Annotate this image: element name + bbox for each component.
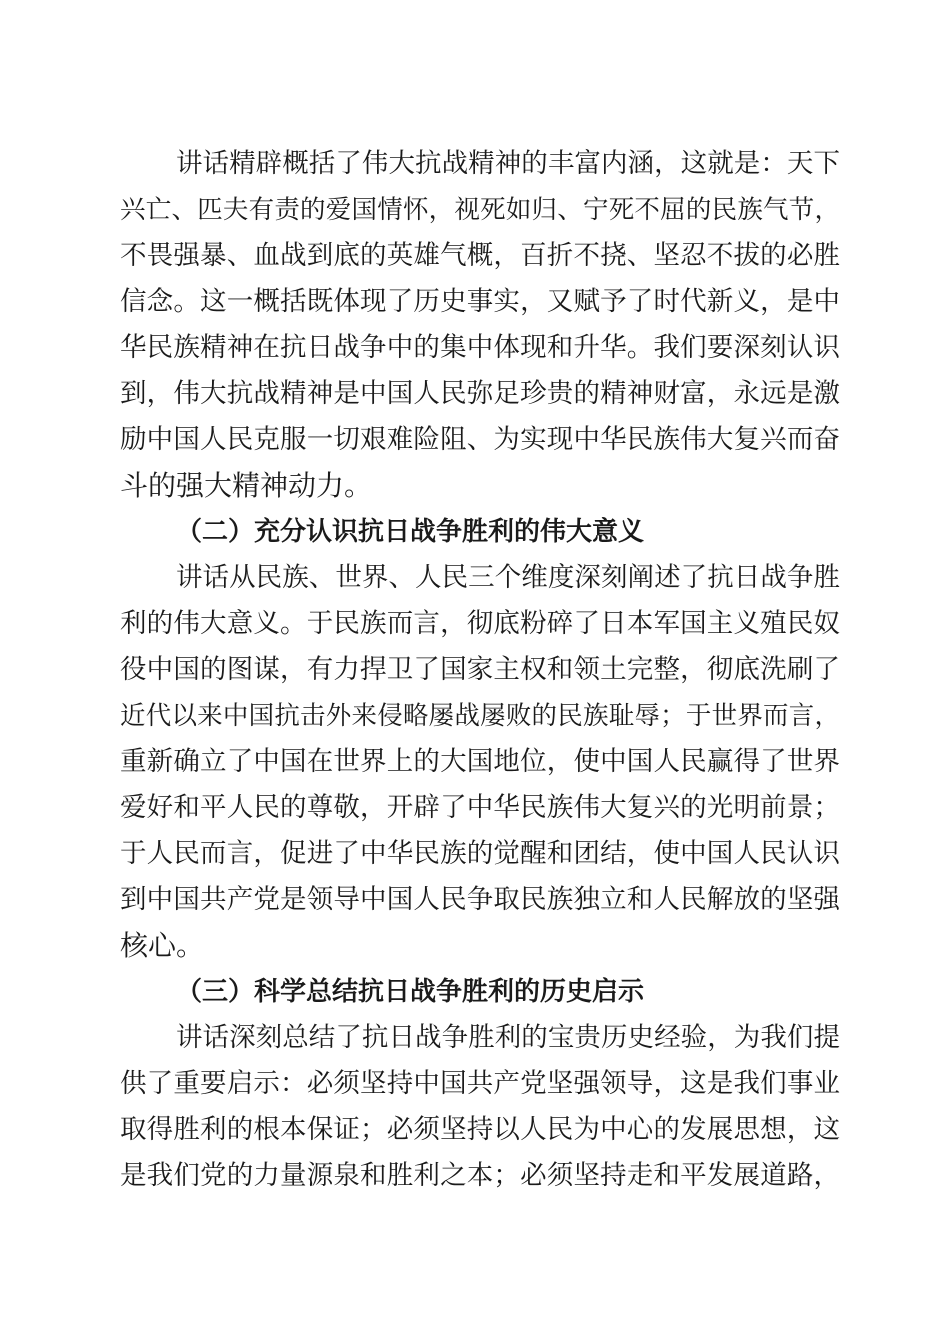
paragraph-2-line-5: 重新确立了中国在世界上的大国地位，使中国人民赢得了世界: [120, 746, 840, 777]
paragraph-1-line-8: 斗的强大精神动力。: [120, 469, 373, 502]
section-heading-2: （二）充分认识抗日战争胜利的伟大意义: [176, 517, 645, 547]
paragraph-2-line-1: 讲话从民族、世界、人民三个维度深刻阐述了抗日战争胜: [176, 562, 840, 593]
paragraph-1-line-1: 讲话精辟概括了伟大抗战精神的丰富内涵，这就是：天下: [176, 148, 840, 179]
paragraph-2-line-4: 近代以来中国抗击外来侵略屡战屡败的民族耻辱；于世界而言，: [120, 701, 840, 731]
paragraph-1-line-6: 到，伟大抗战精神是中国人民弥足珍贵的精神财富，永远是激: [120, 378, 840, 409]
paragraph-2-line-8: 到中国共产党是领导中国人民争取民族独立和人民解放的坚强: [120, 884, 840, 915]
paragraph-1-line-7: 励中国人民克服一切艰难险阻、为实现中华民族伟大复兴而奋: [120, 424, 840, 455]
paragraph-3-line-2: 供了重要启示：必须坚持中国共产党坚强领导，这是我们事业: [120, 1068, 840, 1099]
paragraph-2-line-2: 利的伟大意义。于民族而言，彻底粉碎了日本军国主义殖民奴: [120, 608, 840, 639]
paragraph-1-line-5: 华民族精神在抗日战争中的集中体现和升华。我们要深刻认识: [120, 332, 840, 363]
paragraph-1-line-3: 不畏强暴、血战到底的英雄气概，百折不挠、坚忍不拔的必胜: [120, 240, 840, 271]
paragraph-1-line-4: 信念。这一概括既体现了历史事实，又赋予了时代新义，是中: [120, 286, 840, 317]
section-heading-3: （三）科学总结抗日战争胜利的历史启示: [176, 977, 645, 1007]
paragraph-2-line-3: 役中国的图谋，有力捍卫了国家主权和领土完整，彻底洗刷了: [120, 654, 840, 685]
paragraph-2-line-6: 爱好和平人民的尊敬，开辟了中华民族伟大复兴的光明前景；: [120, 792, 840, 823]
paragraph-3-line-3: 取得胜利的根本保证；必须坚持以人民为中心的发展思想，这: [120, 1114, 840, 1145]
paragraph-2-line-7: 于人民而言，促进了中华民族的觉醒和团结，使中国人民认识: [120, 838, 840, 869]
paragraph-3-line-4: 是我们党的力量源泉和胜利之本；必须坚持走和平发展道路，: [120, 1160, 840, 1191]
paragraph-3-line-1: 讲话深刻总结了抗日战争胜利的宝贵历史经验，为我们提: [176, 1022, 840, 1053]
paragraph-2-line-9: 核心。: [120, 929, 205, 962]
paragraph-1-line-2: 兴亡、匹夫有责的爱国情怀，视死如归、宁死不屈的民族气节，: [120, 195, 840, 225]
